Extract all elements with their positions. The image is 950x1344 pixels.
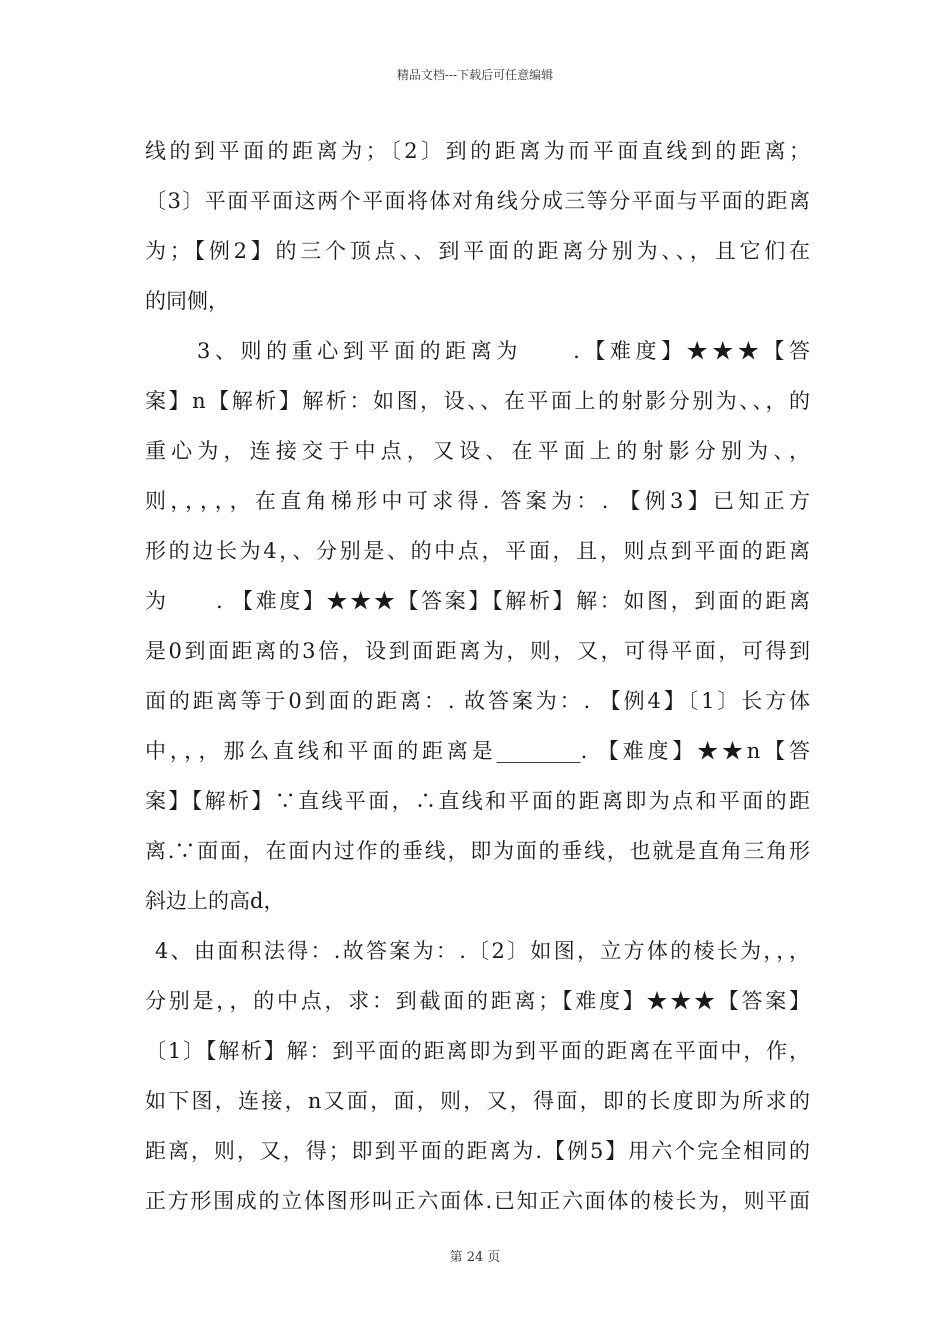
text-line: 的同侧， [145,289,229,313]
text-line: 则，，，，，在直角梯形中可求得. 答案为：. 【例3】已知正方 [145,489,810,513]
text-line: 面的距离等于0到面的距离：. 故答案为：. 【例4】〔1〕长方体 [145,689,810,713]
text-line: 4、由面积法得：.故答案为：.〔2〕如图，立方体的棱长为，，， [155,939,810,963]
text-line: 〔3〕平面平面这两个平面将体对角线分成三等分平面与平面的距离 [145,189,810,213]
text-line: 正方形围成的立体图形叫正六面体.已知正六面体的棱长为，则平面 [145,1189,810,1213]
text-line: 形的边长为4，、分别是、的中点，平面，且，则点到平面的距离 [145,539,810,563]
text-line: 3、则的重心到平面的距离为 .【难度】★★★【答 [197,339,810,363]
text-line: 分别是，，的中点，求：到截面的距离；【难度】★★★【答案】 [145,989,810,1013]
text-line: 重心为，连接交于中点，又设、在平面上的射影分别为、， [145,439,810,463]
text-line: 斜边上的高d， [145,889,285,913]
text-line: 是0到面距离的3倍，设到面距离为，则，又，可得平面，可得到 [145,639,810,663]
text-line: 为 . 【难度】★★★【答案】【解析】解：如图，到面的距离 [145,589,810,613]
text-line: 案】【解析】∵直线平面，∴直线和平面的距离即为点和平面的距 [145,789,810,813]
text-line: 如下图，连接，n又面，面，则，又，得面，即的长度即为所求的 [145,1089,810,1113]
text-line: 中，，，那么直线和平面的距离是________. 【难度】★★n【答 [145,739,810,763]
text-line: 距离，则，又，得；即到平面的距离为.【例5】用六个完全相同的 [145,1139,810,1163]
document-body [145,126,810,1226]
text-line: 离.∵面面，在面内过作的垂线，即为面的垂线，也就是直角三角形 [145,839,810,863]
text-line: 案】n【解析】解析：如图，设、、在平面上的射影分别为、、，的 [145,389,810,413]
page-number: 第 24 页 [449,1250,501,1265]
page-header: 精品文档---下载后可任意编辑 [396,68,554,82]
text-line: 〔1〕【解析】解：到平面的距离即为到平面的距离在平面中，作， [145,1039,810,1063]
text-line: 为；【例2】的三个顶点、、到平面的距离分别为、、，且它们在 [145,239,810,263]
text-line: 线的到平面的距离为；〔2〕到的距离为而平面直线到的距离； [145,139,810,163]
